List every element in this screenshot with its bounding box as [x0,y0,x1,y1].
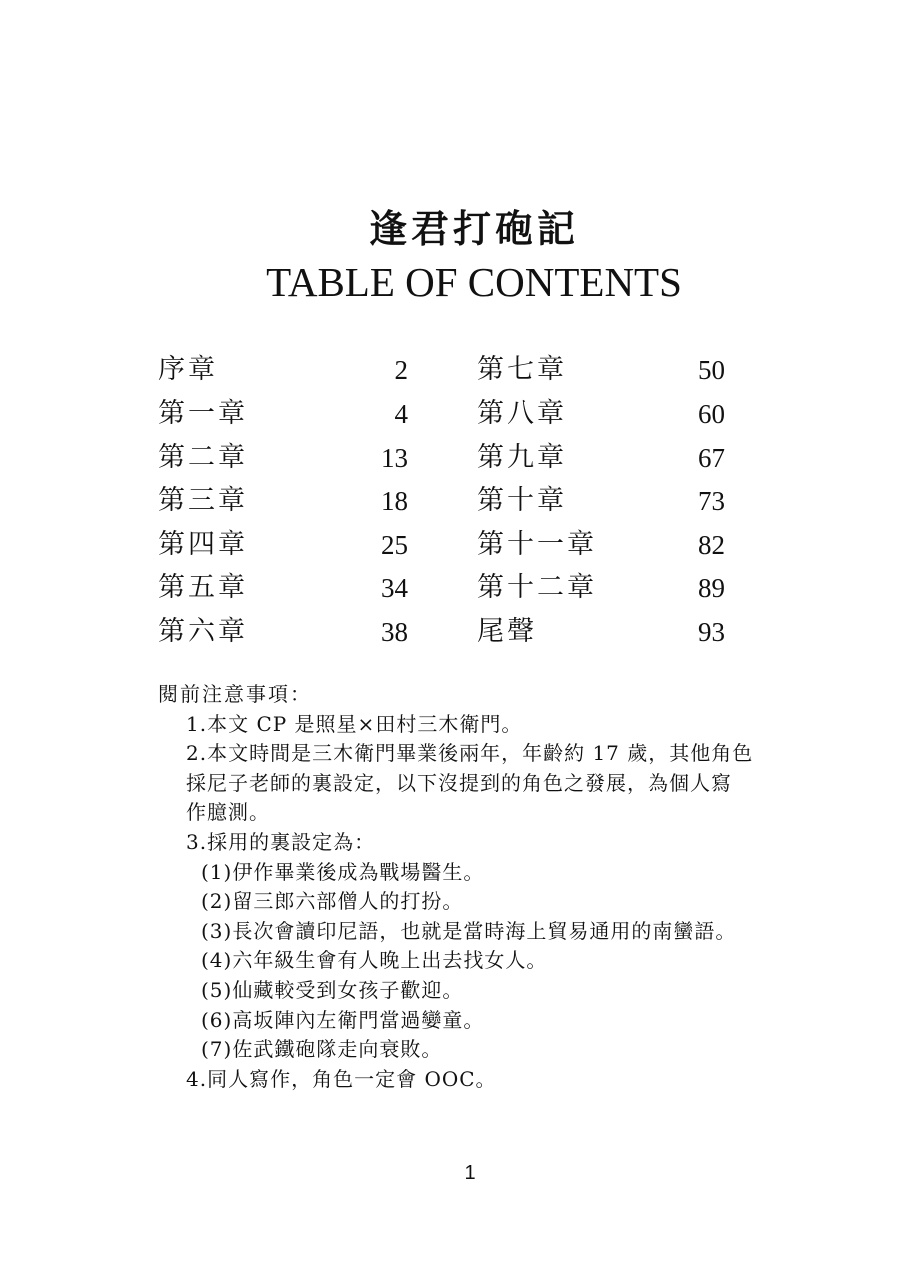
toc-chapter-title: 第一章 [158,398,248,429]
toc-page-number: 82 [698,530,725,560]
toc-page-number: 25 [381,530,408,560]
toc-chapter-title: 第四章 [158,529,248,560]
toc-page-number: 89 [698,573,725,603]
page-number: 1 [464,1162,476,1184]
toc-row [0,566,910,610]
toc-page-number: 93 [698,617,725,647]
note-item-continuation: 作臆測。 [186,800,270,825]
toc-chapter-title: 第五章 [158,572,248,603]
note-subitem: (7)佐武鐵砲隊走向衰敗。 [201,1037,443,1062]
toc-page-number: 38 [381,617,408,647]
notes-heading: 閱前注意事項： [158,682,312,706]
note-subitem: (2)留三郎六部僧人的打扮。 [201,889,464,914]
toc-chapter-title: 第十一章 [477,529,597,560]
document-title-english: TABLE OF CONTENTS [266,259,682,305]
note-subitem: (5)仙藏較受到女孩子歡迎。 [201,977,464,1002]
note-item: 3.採用的裏設定為： [186,829,376,854]
note-item: 1.本文 CP 是照星×田村三木衛門。 [186,711,523,736]
toc-page-number: 50 [698,355,725,385]
document-title-chinese: 逢君打砲記 [368,206,579,251]
toc-page-number: 73 [698,486,725,516]
toc-chapter-title: 第十章 [477,485,567,516]
toc-chapter-title: 第六章 [158,616,248,647]
toc-page-number: 34 [381,573,408,603]
toc-row [0,479,910,523]
toc-row [0,348,910,392]
note-item: 4.同人寫作，角色一定會 OOC。 [186,1066,497,1091]
toc-chapter-title: 第九章 [477,442,567,473]
toc-row [0,392,910,436]
toc-page-number: 4 [394,399,408,429]
note-item-continuation: 採尼子老師的裏設定，以下沒提到的角色之發展，為個人寫 [186,770,732,795]
note-subitem: (6)高坂陣內左衛門當過孌童。 [201,1007,485,1032]
toc-page-number: 67 [698,443,725,473]
toc-page-number: 13 [381,443,408,473]
toc-chapter-title: 序章 [158,354,218,385]
note-subitem: (4)六年級生會有人晚上出去找女人。 [201,948,548,973]
toc-page-number: 60 [698,399,725,429]
toc-row [0,436,910,480]
toc-page-number: 2 [394,355,408,385]
reading-notes [158,680,798,1094]
toc-chapter-title: 第十二章 [477,572,597,603]
toc-chapter-title: 第八章 [477,398,567,429]
note-subitem: (3)長次會讀印尼語，也就是當時海上貿易通用的南蠻語。 [201,918,737,943]
toc-chapter-title: 尾聲 [477,616,537,647]
toc-chapter-title: 第七章 [477,354,567,385]
note-subitem: (1)伊作畢業後成為戰場醫生。 [201,859,485,884]
toc-chapter-title: 第三章 [158,485,248,516]
toc-page-number: 18 [381,486,408,516]
toc-row [0,610,910,654]
toc-chapter-title: 第二章 [158,442,248,473]
note-item: 2.本文時間是三木衛門畢業後兩年，年齡約 17 歲，其他角色 [186,741,754,766]
toc-row [0,523,910,567]
